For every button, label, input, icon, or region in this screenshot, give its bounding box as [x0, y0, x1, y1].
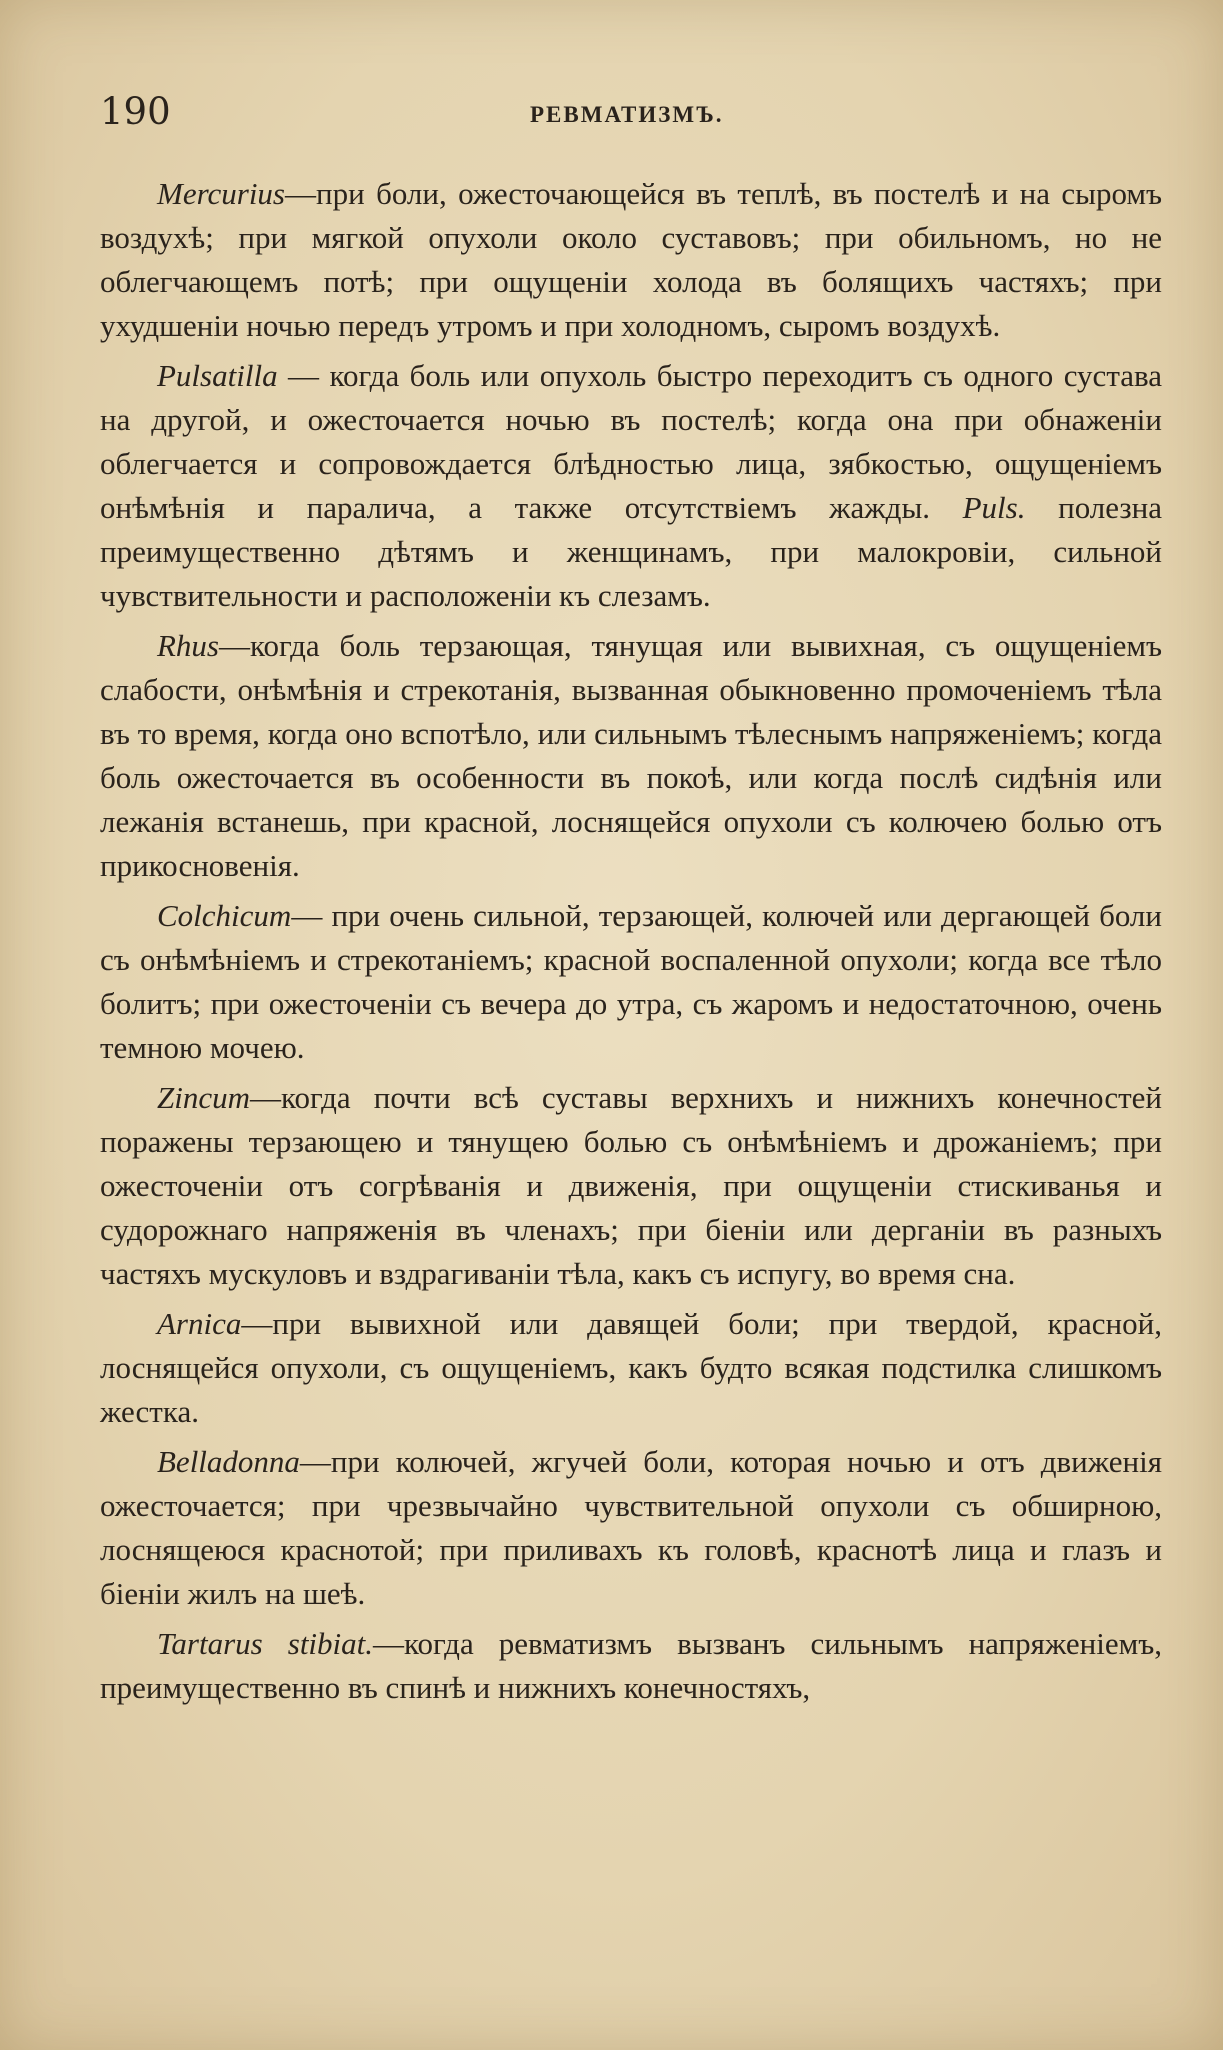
- remedy-entry-arnica: [100, 1302, 1162, 1434]
- remedy-description: — когда боль или опухоль быстро переходитъ съ одного сустава на другой, и ожесточается ночью въ постелѣ; когда она при обнаженiи облегчается и сопровождается блѣдностью лица, зябкостью, ощущенiемъ онѣмѣнiя и паралича, а также отсутствiемъ жажды.: [100, 358, 1162, 525]
- remedy-description: —когда боль терзающая, тянущая или вывихная, съ ощущенiемъ слабости, онѣмѣнiя и стрекотанiя, вызванная обыкновенно промоченiемъ тѣла въ то время, когда оно вспотѣло, или сильнымъ тѣлеснымъ напряженiемъ; когда боль ожесточается въ особенности въ покоѣ, или когда послѣ сидѣнiя или лежанiя встанешь, при красной, лоснящейся опухоли съ колючею болью отъ прикосновенiя.: [100, 628, 1162, 883]
- remedy-entry-colchicum: [100, 894, 1162, 1070]
- remedy-name: Pulsatilla: [157, 358, 278, 393]
- remedy-description: —при вывихной или давящей боли; при твердой, красной, лоснящейся опухоли, съ ощущенiемъ, какъ будто всякая подстилка слишкомъ жестка.: [100, 1306, 1162, 1429]
- page-header: [100, 90, 1160, 140]
- remedy-entry-belladonna: [100, 1440, 1162, 1616]
- remedy-name: Arnica: [157, 1306, 242, 1341]
- page-number: 190: [100, 90, 171, 133]
- remedy-entry-zincum: [100, 1076, 1162, 1296]
- running-title: РЕВМАТИЗМЪ.: [530, 102, 724, 127]
- remedy-name: Colchicum: [157, 898, 292, 933]
- remedy-entry-mercurius: [100, 172, 1162, 348]
- remedy-name: Belladonna: [157, 1444, 300, 1479]
- page-body: [100, 172, 1162, 1716]
- remedy-description: — при очень сильной, терзающей, колючей или дергающей боли съ онѣмѣнiемъ и стрекотанiемъ; красной воспаленной опухоли; когда все тѣло болитъ; при ожесточенiи съ вечера до утра, съ жаромъ и недостаточною, очень темною мочею.: [100, 898, 1162, 1065]
- remedy-entry-rhus: [100, 624, 1162, 888]
- remedy-entry-pulsatilla: [100, 354, 1162, 618]
- remedy-description: —при боли, ожесточающейся въ теплѣ, въ постелѣ и на сыромъ воздухѣ; при мягкой опухоли около суставовъ; при обильномъ, но не облегчающемъ потѣ; при ощущенiи холода въ болящихъ частяхъ; при ухудшенiи ночью передъ утромъ и при холодномъ, сыромъ воздухѣ.: [100, 176, 1162, 343]
- remedy-name: Tartarus stibiat.: [157, 1626, 374, 1661]
- remedy-description: —когда почти всѣ суставы верхнихъ и нижнихъ конечностей поражены терзающею и тянущею болью съ онѣмѣнiемъ и дрожанiемъ; при ожесточенiи отъ согрѣванiя и движенiя, при ощущенiи стискиванья и судорожнаго напряженiя въ членахъ; при бiенiи или дерганiи въ разныхъ частяхъ мускуловъ и вздрагиванiи тѣла, какъ съ испугу, во время сна.: [100, 1080, 1162, 1291]
- remedy-name: Rhus: [157, 628, 219, 663]
- remedy-abbreviation: Puls.: [962, 490, 1026, 525]
- remedy-name: Zincum: [157, 1080, 250, 1115]
- remedy-description-continued: полезна преимущественно дѣтямъ и женщинамъ, при малокровiи, сильной чувствительности и расположенiи къ слезамъ.: [100, 490, 1162, 613]
- remedy-name: Mercurius: [157, 176, 285, 211]
- remedy-description: —при колючей, жгучей боли, которая ночью и отъ движенiя ожесточается; при чрезвычайно чувствительной опухоли съ обширною, лоснящеюся краснотой; при приливахъ къ головѣ, краснотѣ лица и глазъ и бiенiи жилъ на шеѣ.: [100, 1444, 1162, 1611]
- remedy-entry-tartarus: [100, 1622, 1162, 1710]
- remedy-description: —когда ревматизмъ вызванъ сильнымъ напряженiемъ, преимущественно въ спинѣ и нижнихъ конечностяхъ,: [100, 1626, 1162, 1705]
